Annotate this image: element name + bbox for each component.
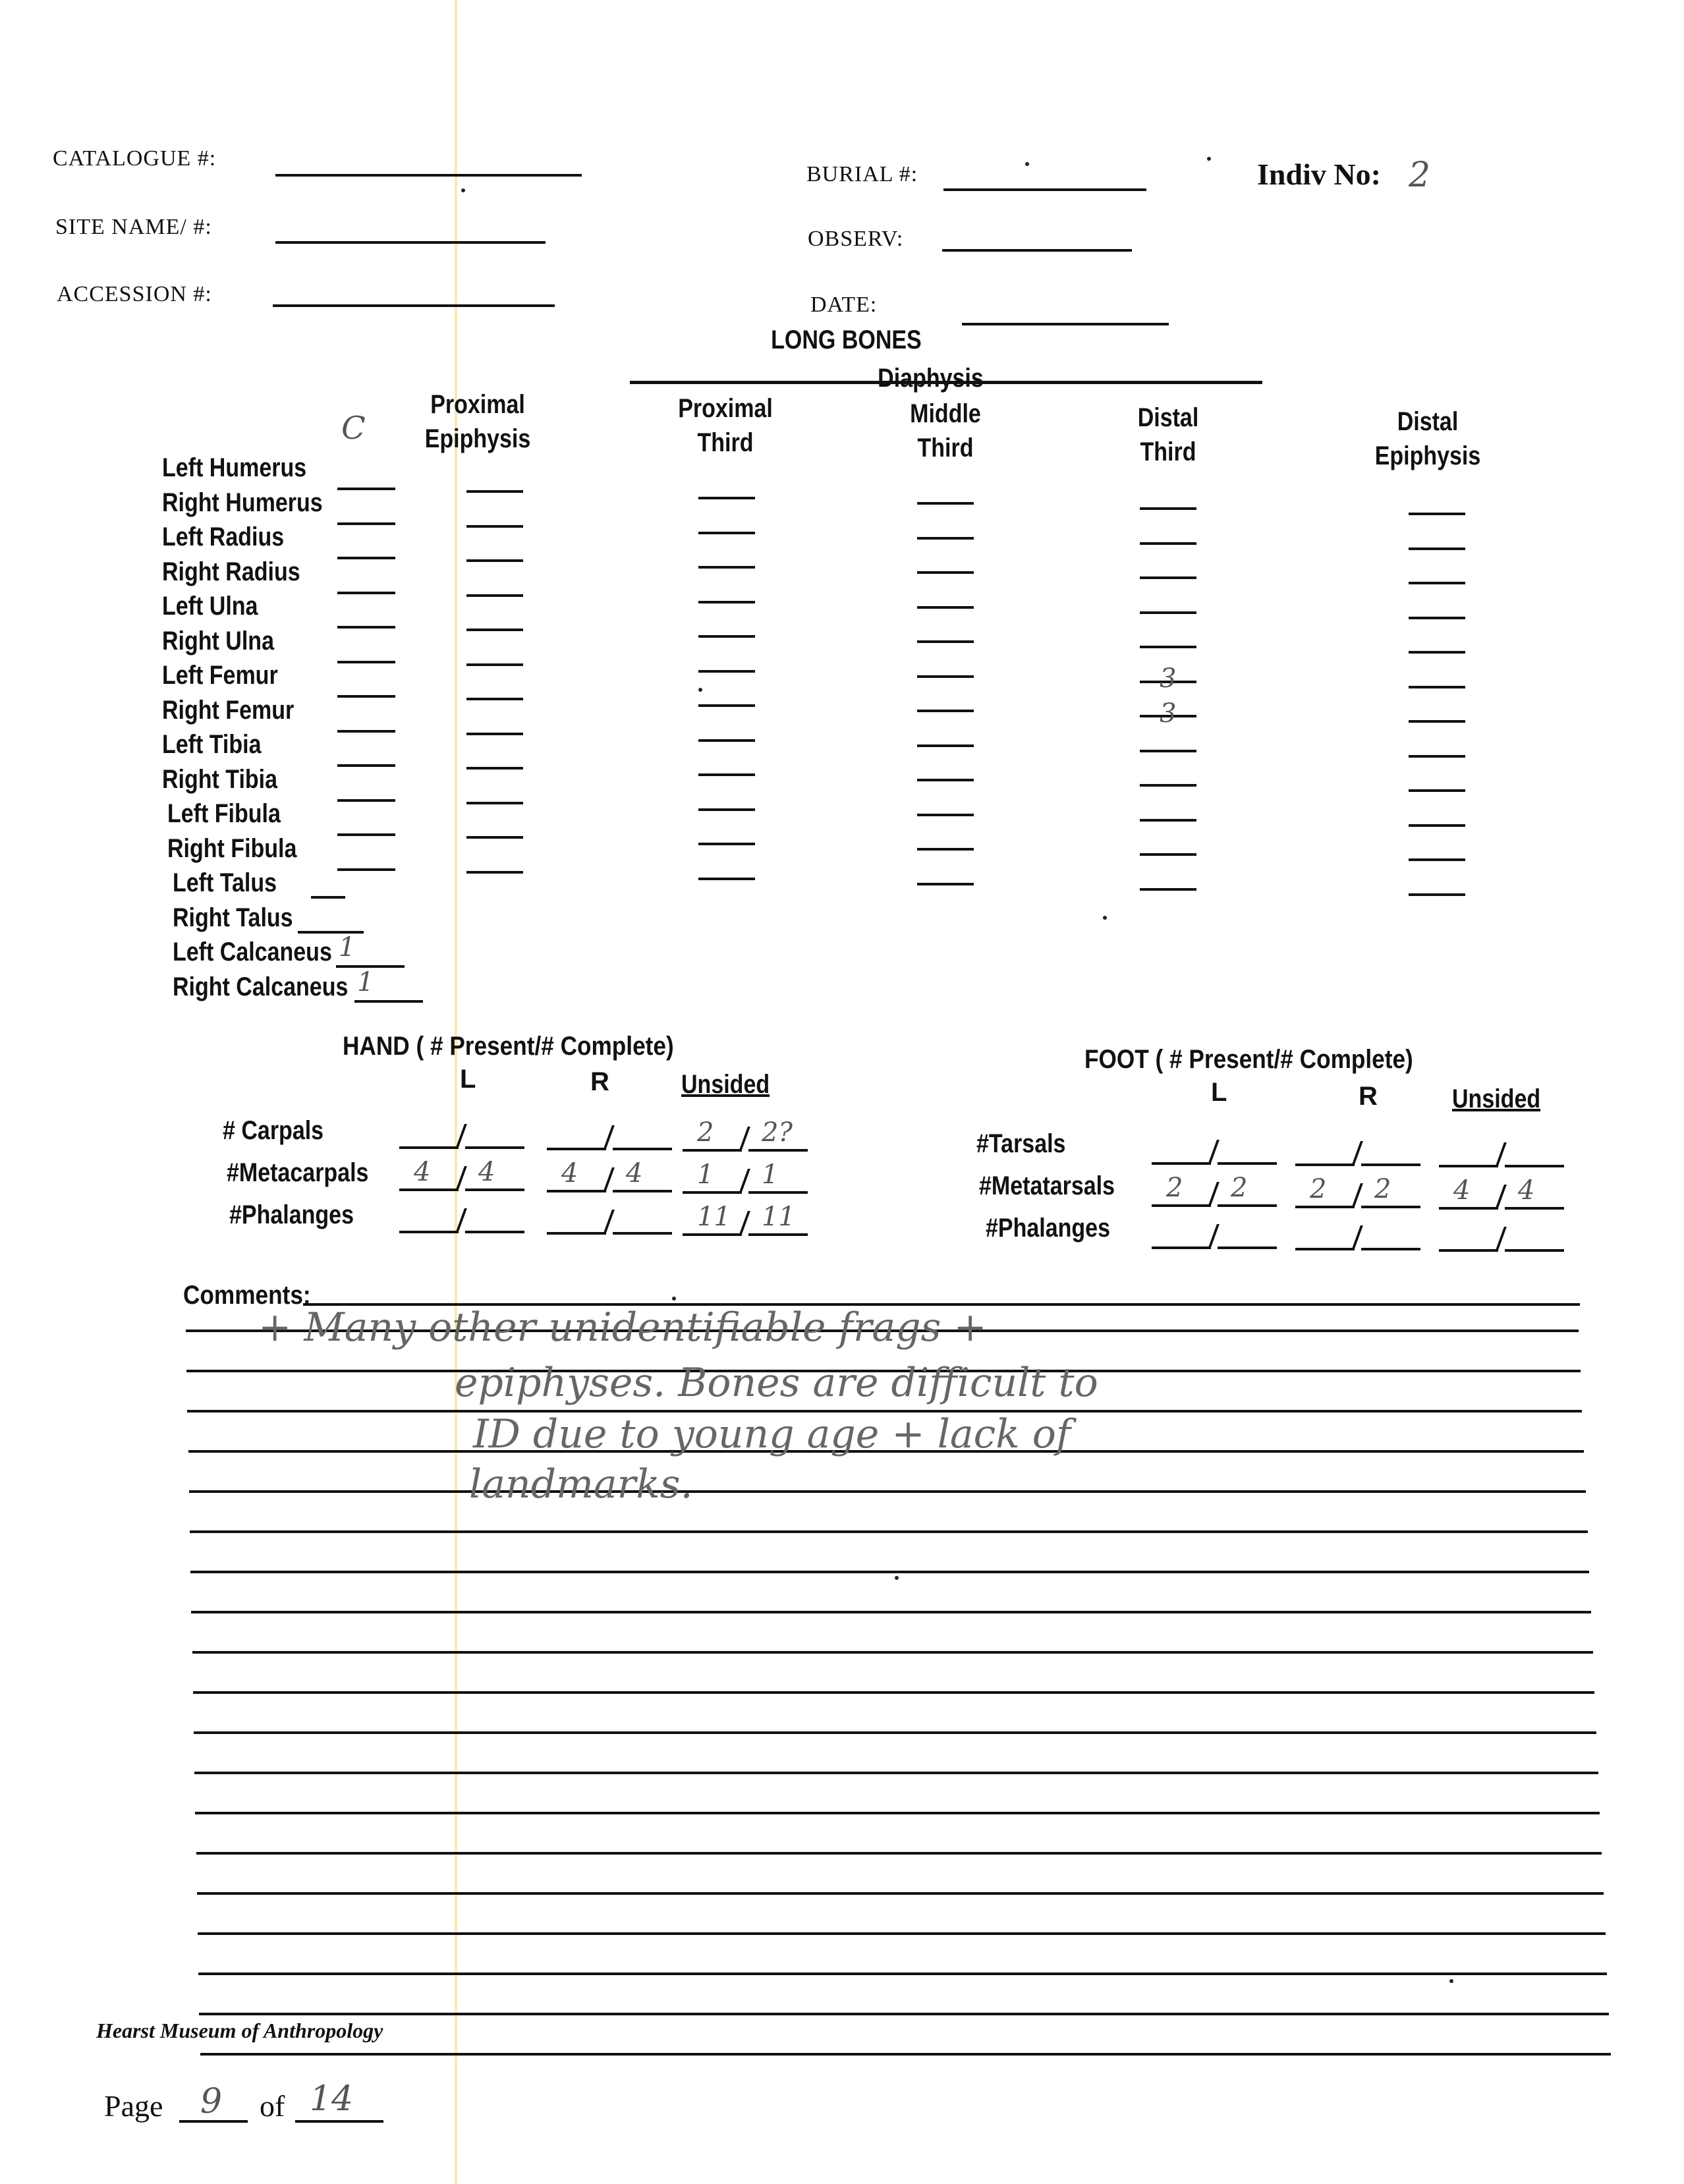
short-bone-value: 1 [339, 932, 356, 963]
bone-field-dt[interactable] [1140, 888, 1196, 891]
short-bone-value: 1 [357, 966, 374, 997]
frac-slash [1351, 1225, 1363, 1250]
frac-complete-line [1361, 1206, 1420, 1208]
distal-third-value: 3 [1160, 698, 1177, 729]
bone-field-mt[interactable] [917, 640, 974, 643]
short-bone-label: Right Calcaneus [173, 972, 349, 1001]
comment-line [194, 1731, 1596, 1734]
frac-complete-value: 4 [478, 1157, 495, 1187]
foot-r-field[interactable] [1295, 1174, 1420, 1208]
page-total-value: 14 [310, 2079, 354, 2119]
frac-present-line [1295, 1206, 1355, 1208]
foot-unsided-field[interactable] [1439, 1141, 1564, 1167]
hand-col-l: L [460, 1065, 476, 1094]
bone-field-mt[interactable] [917, 744, 974, 747]
bone-field-c[interactable] [337, 626, 395, 629]
frac-complete-line [613, 1148, 672, 1150]
frac-present-line [1439, 1165, 1498, 1167]
foot-row-label: #Metatarsals [979, 1171, 1115, 1200]
short-bone-label: Right Talus [173, 903, 293, 932]
site-name-label: SITE NAME/ #: [55, 215, 212, 239]
bone-field-pt[interactable] [698, 773, 755, 776]
bone-field-c[interactable] [337, 488, 395, 490]
burial-field[interactable] [943, 188, 1146, 191]
col-proximal-third: Proximal Third [678, 394, 773, 457]
bone-row-label: Right Femur [162, 695, 295, 725]
bone-field-pt[interactable] [698, 808, 755, 811]
bone-field-de[interactable] [1409, 789, 1465, 792]
bone-field-c[interactable] [337, 799, 395, 802]
frac-complete-line [1218, 1162, 1277, 1165]
museum-name: Hearst Museum of Anthropology [96, 2019, 383, 2042]
frac-slash [603, 1210, 615, 1235]
frac-present-line [683, 1191, 742, 1194]
frac-complete-line [1361, 1163, 1420, 1166]
hand-l-field[interactable] [399, 1123, 524, 1149]
scan-artifact-stripe [455, 0, 457, 2184]
bone-field-pt[interactable] [698, 843, 755, 845]
hand-title: HAND ( # Present/# Complete) [343, 1032, 674, 1061]
catalogue-label: CATALOGUE #: [53, 146, 217, 171]
frac-complete-line [1505, 1249, 1564, 1252]
scan-speck [1449, 1979, 1453, 1983]
comment-text-line-1: + Many other unidentifiable frags + [258, 1304, 987, 1351]
bone-field-pe[interactable] [466, 836, 523, 839]
frac-present-value: 1 [697, 1160, 714, 1190]
frac-present-line [547, 1232, 606, 1235]
bone-field-c[interactable] [337, 730, 395, 733]
foot-r-field[interactable] [1295, 1140, 1420, 1166]
bone-row-label: Right Fibula [167, 833, 297, 863]
bone-field-de[interactable] [1409, 617, 1465, 619]
bone-row-label: Left Ulna [162, 592, 258, 621]
frac-complete-line [1505, 1207, 1564, 1210]
frac-slash [1351, 1141, 1363, 1166]
frac-present-line [399, 1189, 459, 1191]
frac-complete-line [465, 1189, 524, 1191]
frac-present-line [1152, 1162, 1211, 1165]
bone-field-de[interactable] [1409, 686, 1465, 688]
frac-complete-value: 2? [762, 1117, 793, 1148]
frac-slash [455, 1166, 467, 1191]
bone-field-dt[interactable] [1140, 576, 1196, 579]
foot-col-unsided: Unsided [1452, 1084, 1541, 1113]
bone-field-mt[interactable] [917, 675, 974, 678]
of-label: of [260, 2089, 285, 2123]
hand-unsided-field[interactable] [683, 1202, 808, 1236]
frac-complete-line [1505, 1165, 1564, 1167]
frac-present-line [547, 1190, 606, 1192]
frac-complete-value: 2 [1231, 1173, 1248, 1203]
hand-row-label: #Phalanges [229, 1200, 354, 1229]
accession-label: ACCESSION #: [57, 282, 212, 306]
bone-field-de[interactable] [1409, 893, 1465, 896]
comment-text-line-3: ID due to young age + lack of [473, 1411, 1071, 1457]
comment-line [191, 1611, 1591, 1613]
bone-field-mt[interactable] [917, 571, 974, 574]
site-name-field[interactable] [275, 241, 546, 244]
col-middle-third: Middle Third [910, 399, 981, 462]
hand-r-field[interactable] [547, 1124, 672, 1150]
bone-row-label: Left Fibula [167, 799, 281, 828]
frac-present-value: 2 [1310, 1174, 1327, 1204]
hand-row-label: # Carpals [223, 1116, 324, 1145]
bone-field-dt[interactable] [1140, 750, 1196, 752]
bone-row-label: Left Radius [162, 522, 285, 551]
frac-present-value: 2 [1166, 1173, 1183, 1203]
catalogue-field[interactable] [275, 174, 582, 177]
scan-speck [461, 188, 465, 192]
bone-row-label: Left Femur [162, 661, 278, 690]
frac-slash [455, 1208, 467, 1233]
page-label: Page [104, 2089, 163, 2123]
comment-line [194, 1772, 1598, 1774]
bone-field-c[interactable] [337, 661, 395, 663]
bone-field-pe[interactable] [466, 559, 523, 562]
frac-complete-value: 2 [1374, 1174, 1391, 1204]
bone-field-c[interactable] [337, 522, 395, 525]
foot-unsided-field[interactable] [1439, 1225, 1564, 1252]
frac-slash [1208, 1224, 1220, 1249]
bone-field-c[interactable] [337, 695, 395, 698]
bone-field-dt[interactable] [1140, 784, 1196, 787]
frac-complete-line [465, 1231, 524, 1233]
bone-row-label: Left Tibia [162, 730, 262, 759]
comment-line [190, 1530, 1588, 1533]
frac-present-line [1295, 1163, 1355, 1166]
frac-present-line [1295, 1248, 1355, 1250]
hand-row-label: #Metacarpals [227, 1158, 369, 1187]
comment-line [190, 1571, 1589, 1573]
scan-speck [672, 1297, 676, 1301]
frac-complete-line [1361, 1248, 1420, 1250]
foot-r-field[interactable] [1295, 1224, 1420, 1250]
bone-field-pt[interactable] [698, 497, 755, 499]
bone-field-pe[interactable] [466, 594, 523, 597]
bone-field-pe[interactable] [466, 663, 523, 666]
page-total-field[interactable] [295, 2120, 383, 2123]
frac-present-line [399, 1231, 459, 1233]
frac-complete-value: 1 [762, 1160, 779, 1190]
foot-col-r: R [1359, 1082, 1378, 1111]
long-bones-title: LONG BONES [771, 325, 922, 354]
hand-unsided-field[interactable] [683, 1160, 808, 1194]
frac-slash [739, 1127, 750, 1152]
bone-field-dt[interactable] [1140, 542, 1196, 545]
foot-row-label: #Phalanges [986, 1214, 1110, 1243]
frac-complete-line [465, 1146, 524, 1149]
comment-line [199, 2013, 1609, 2015]
comment-line [200, 2053, 1611, 2056]
frac-complete-line [748, 1149, 808, 1152]
frac-present-line [683, 1149, 742, 1152]
bone-field-dt[interactable] [1140, 611, 1196, 614]
frac-slash [1495, 1185, 1507, 1210]
bone-field-c[interactable] [337, 868, 395, 871]
frac-present-line [1152, 1204, 1211, 1207]
frac-complete-value: 4 [626, 1158, 643, 1189]
bone-field-de[interactable] [1409, 858, 1465, 861]
col-distal-epiphysis: Distal Epiphysis [1374, 407, 1481, 470]
short-bone-label: Left Calcaneus [173, 938, 332, 966]
page-number-value: 9 [200, 2082, 223, 2121]
scan-speck [1103, 916, 1107, 920]
col-proximal-epiphysis: Proximal Epiphysis [424, 390, 531, 453]
bone-field-pe[interactable] [466, 629, 523, 631]
date-label: DATE: [810, 293, 878, 317]
bone-field-pt[interactable] [698, 532, 755, 534]
frac-present-value: 2 [697, 1117, 714, 1148]
comment-line [193, 1691, 1595, 1694]
bone-field-pt[interactable] [698, 601, 755, 603]
short-bone-label: Left Talus [173, 868, 277, 897]
bone-field-pe[interactable] [466, 802, 523, 804]
short-bone-field[interactable] [354, 1000, 423, 1003]
scan-speck [1025, 162, 1029, 166]
bone-field-pt[interactable] [698, 670, 755, 673]
bone-field-mt[interactable] [917, 710, 974, 712]
hand-r-field[interactable] [547, 1158, 672, 1192]
frac-present-value: 4 [561, 1158, 578, 1189]
frac-present-value: 11 [697, 1202, 731, 1232]
foot-col-l: L [1211, 1078, 1227, 1107]
foot-l-field[interactable] [1152, 1138, 1277, 1165]
frac-present-value: 4 [1453, 1175, 1471, 1206]
bone-field-mt[interactable] [917, 606, 974, 609]
bone-row-label: Right Humerus [162, 488, 323, 517]
col-distal-third: Distal Third [1137, 403, 1199, 466]
frac-slash [603, 1125, 615, 1150]
bone-field-de[interactable] [1409, 755, 1465, 758]
comment-text-line-4: landmarks. [469, 1461, 693, 1507]
bone-row-label: Right Tibia [162, 764, 278, 794]
diaphysis-title: Diaphysis [878, 364, 984, 393]
frac-slash [1208, 1140, 1220, 1165]
bone-field-de[interactable] [1409, 651, 1465, 654]
hand-l-field[interactable] [399, 1157, 524, 1191]
bone-field-c[interactable] [337, 557, 395, 559]
bone-field-c[interactable] [337, 592, 395, 594]
foot-l-field[interactable] [1152, 1173, 1277, 1207]
bone-row-label: Right Ulna [162, 626, 274, 656]
frac-present-line [399, 1146, 459, 1149]
bone-field-pt[interactable] [698, 739, 755, 742]
bone-field-de[interactable] [1409, 824, 1465, 827]
bone-field-mt[interactable] [917, 502, 974, 505]
bone-field-mt[interactable] [917, 537, 974, 540]
hand-r-field[interactable] [547, 1208, 672, 1235]
observ-field[interactable] [942, 249, 1132, 252]
bone-field-dt[interactable] [1140, 646, 1196, 648]
frac-present-line [1439, 1207, 1498, 1210]
indiv-no-value[interactable]: 2 [1409, 155, 1431, 195]
bone-field-mt[interactable] [917, 883, 974, 885]
hand-col-r: R [590, 1067, 609, 1096]
bone-field-pe[interactable] [466, 767, 523, 770]
distal-third-value: 3 [1160, 663, 1177, 694]
frac-slash [739, 1211, 750, 1236]
scan-speck [698, 688, 702, 692]
diaphysis-bracket [630, 381, 1262, 384]
comment-line [198, 1973, 1607, 1975]
burial-label: BURIAL #: [806, 162, 918, 186]
frac-complete-line [613, 1190, 672, 1192]
hand-unsided-field[interactable] [683, 1117, 808, 1152]
frac-present-line [1152, 1246, 1211, 1249]
short-bone-field[interactable] [311, 896, 345, 899]
bone-field-pt[interactable] [698, 704, 755, 707]
bone-field-dt[interactable] [1140, 853, 1196, 856]
frac-slash [603, 1167, 615, 1192]
frac-slash [1351, 1183, 1363, 1208]
comment-line [192, 1651, 1593, 1654]
bone-field-pe[interactable] [466, 525, 523, 528]
frac-complete-line [1218, 1246, 1277, 1249]
bone-field-pe[interactable] [466, 490, 523, 493]
frac-complete-line [748, 1191, 808, 1194]
bone-field-de[interactable] [1409, 513, 1465, 515]
comment-line [195, 1812, 1600, 1814]
foot-row-label: #Tarsals [976, 1129, 1066, 1158]
bone-field-dt[interactable] [1140, 819, 1196, 822]
frac-complete-value: 4 [1518, 1175, 1535, 1206]
foot-l-field[interactable] [1152, 1223, 1277, 1249]
date-field[interactable] [962, 323, 1169, 325]
frac-slash [1208, 1182, 1220, 1207]
scan-speck [895, 1576, 899, 1580]
accession-field[interactable] [273, 304, 555, 307]
comment-line [189, 1490, 1586, 1493]
frac-present-line [1439, 1249, 1498, 1252]
scan-speck [1207, 157, 1211, 161]
bone-field-mt[interactable] [917, 814, 974, 816]
bone-field-de[interactable] [1409, 720, 1465, 723]
frac-present-value: 4 [414, 1157, 431, 1187]
bone-field-pe[interactable] [466, 871, 523, 874]
indiv-no-label: Indiv No: [1257, 157, 1381, 191]
frac-complete-line [613, 1232, 672, 1235]
comment-line [197, 1892, 1604, 1895]
bone-field-pt[interactable] [698, 566, 755, 569]
bone-field-de[interactable] [1409, 547, 1465, 550]
bone-field-c[interactable] [337, 764, 395, 767]
bone-field-dt[interactable] [1140, 507, 1196, 510]
bone-row-label: Right Radius [162, 557, 300, 586]
bone-field-pe[interactable] [466, 698, 523, 700]
bone-field-mt[interactable] [917, 848, 974, 851]
hand-col-unsided: Unsided [681, 1070, 770, 1099]
comments-label: Comments: [183, 1281, 311, 1310]
comment-text-line-2: epiphyses. Bones are difficult to [455, 1360, 1098, 1406]
comment-line [198, 1932, 1606, 1935]
foot-unsided-field[interactable] [1439, 1175, 1564, 1210]
comment-line [196, 1852, 1602, 1855]
bone-field-c[interactable] [337, 833, 395, 836]
frac-complete-value: 11 [762, 1202, 795, 1232]
bone-field-pt[interactable] [698, 878, 755, 880]
bone-field-pt[interactable] [698, 635, 755, 638]
col-c-head: C [341, 410, 366, 447]
bone-field-de[interactable] [1409, 582, 1465, 584]
frac-slash [1495, 1227, 1507, 1252]
frac-slash [455, 1124, 467, 1149]
bone-row-label: Left Humerus [162, 453, 307, 482]
frac-slash [739, 1169, 750, 1194]
frac-present-line [547, 1148, 606, 1150]
observ-label: OBSERV: [808, 227, 904, 251]
frac-complete-line [748, 1233, 808, 1236]
foot-title: FOOT ( # Present/# Complete) [1084, 1045, 1413, 1074]
frac-slash [1495, 1142, 1507, 1167]
frac-present-line [683, 1233, 742, 1236]
bone-field-mt[interactable] [917, 779, 974, 781]
frac-complete-line [1218, 1204, 1277, 1207]
bone-field-pe[interactable] [466, 733, 523, 735]
hand-l-field[interactable] [399, 1207, 524, 1233]
